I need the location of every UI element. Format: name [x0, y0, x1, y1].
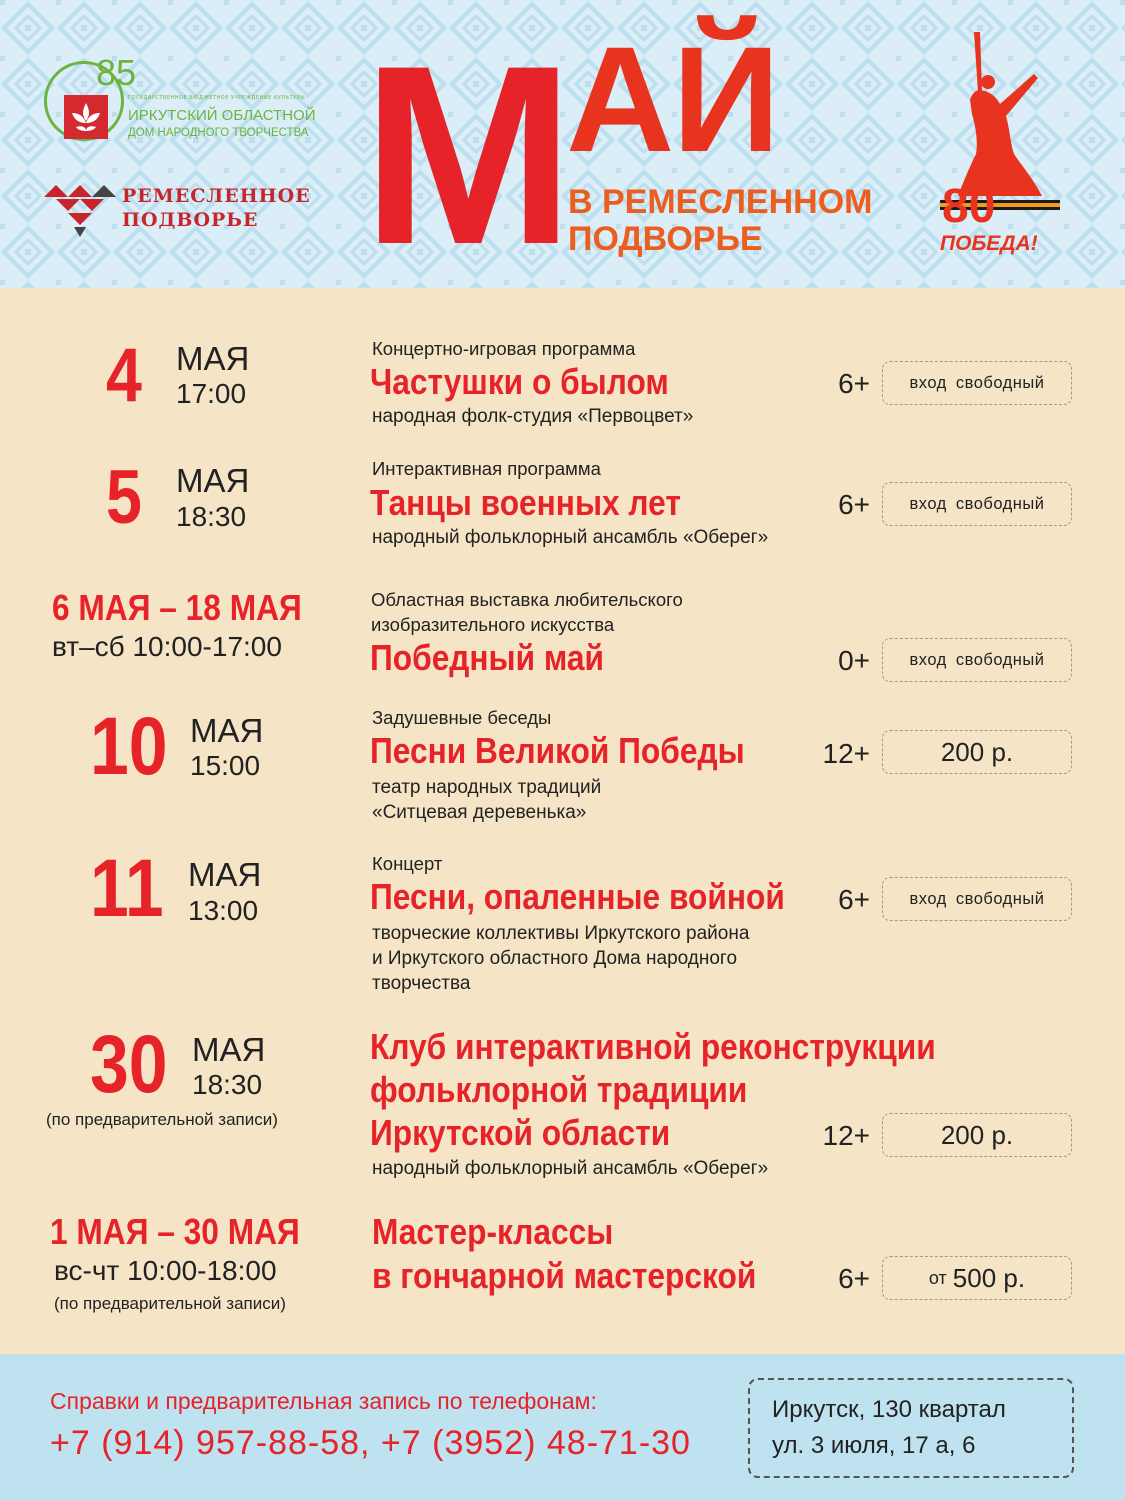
event-category: Концерт: [372, 853, 443, 874]
address-line2: ул. 3 июля, 17 а, 6: [772, 1432, 976, 1459]
price-badge: вход свободный: [882, 638, 1072, 682]
price-prefix: от: [928, 1267, 947, 1288]
footer: [0, 1354, 1125, 1500]
event-day: 4: [106, 333, 142, 418]
event-day: 5: [106, 455, 142, 540]
odnt-name-line1: ИРКУТСКИЙ ОБЛАСТНОЙ: [128, 107, 316, 124]
price-badge: вход свободный: [882, 877, 1072, 921]
address-box: [748, 1378, 1074, 1478]
event-time: 18:30: [192, 1069, 263, 1100]
price-badge: 200 р.: [882, 730, 1072, 774]
event-month: МАЯ: [176, 462, 250, 499]
event-time: 17:00: [176, 378, 247, 409]
age-rating: 0+: [838, 645, 870, 676]
event-performer: народный фольклорный ансамбль «Оберег»: [372, 527, 769, 548]
odnt-name-line2: ДОМ НАРОДНОГО ТВОРЧЕСТВА: [128, 127, 309, 139]
event-performer-line1: театр народных традиций: [372, 777, 602, 798]
event-title: Песни Великой Победы: [370, 730, 745, 771]
address-line1: Иркутск, 130 квартал: [772, 1396, 1006, 1423]
price-value: 500 р.: [952, 1262, 1026, 1293]
age-rating: 6+: [838, 368, 870, 399]
event-title: Победный май: [370, 637, 604, 678]
header: [0, 0, 1125, 288]
registration-note: (по предварительной записи): [46, 1110, 278, 1129]
remeslennoe-podvorye-logo: [44, 183, 324, 243]
event-title-line1: Клуб интерактивной реконструкции: [370, 1026, 936, 1067]
event-time: 13:00: [188, 895, 259, 926]
ornament-triangles-icon: [44, 183, 116, 239]
event-schedule: вт–сб 10:00-17:00: [52, 631, 282, 662]
contact-label: Справки и предварительная запись по телефонам:: [50, 1388, 597, 1414]
event-time: 18:30: [176, 501, 247, 532]
price-badge: 200 р.: [882, 1113, 1072, 1157]
event-month: МАЯ: [176, 340, 250, 377]
event-date-range: 1 МАЯ – 30 МАЯ: [50, 1211, 300, 1252]
event-category: Интерактивная программа: [372, 458, 601, 479]
title-rest: АЙ: [566, 15, 779, 183]
event-performer: народный фольклорный ансамбль «Оберег»: [372, 1158, 769, 1179]
age-rating: 6+: [838, 1263, 870, 1294]
event-month: МАЯ: [188, 856, 262, 893]
event-title-line3: Иркутской области: [370, 1112, 671, 1153]
event-performer-line2: «Ситцевая деревенька»: [372, 802, 587, 823]
odnt-logo: [40, 52, 330, 155]
age-rating: 12+: [822, 1120, 870, 1151]
subtitle-line1: В РЕМЕСЛЕННОМ: [568, 183, 873, 221]
event-schedule: вс-чт 10:00-18:00: [54, 1255, 277, 1286]
event-month: МАЯ: [192, 1031, 266, 1068]
subtitle-line2: ПОДВОРЬЕ: [568, 220, 763, 258]
anniversary-number: 85: [96, 52, 137, 93]
age-rating: 6+: [838, 489, 870, 520]
event-month: МАЯ: [190, 712, 264, 749]
event-category: Задушевные беседы: [372, 707, 552, 728]
event-title: Танцы военных лет: [370, 482, 681, 523]
event-day: 11: [90, 843, 164, 934]
event-title-line2: фольклорной традиции: [370, 1069, 748, 1110]
event-category: Концертно-игровая программа: [372, 338, 636, 359]
age-rating: 6+: [838, 884, 870, 915]
odnt-small-text: ГОСУДАРСТВЕННОЕ БЮДЖЕТНОЕ УЧРЕЖДЕНИЕ КУЛЬТУРЫ: [128, 95, 306, 101]
contact-phones[interactable]: +7 (914) 957-88-58, +7 (3952) 48-71-30: [50, 1424, 691, 1462]
event-date-range: 6 МАЯ – 18 МАЯ: [52, 587, 302, 628]
event-title: Песни, опаленные войной: [370, 876, 785, 917]
age-rating: 12+: [822, 738, 870, 769]
registration-note: (по предварительной записи): [54, 1294, 286, 1313]
price-badge: вход свободный: [882, 482, 1072, 526]
victory-80-logo: [930, 30, 1070, 260]
event-category-line2: изобразительного искусства: [371, 614, 615, 635]
event-title: Частушки о былом: [370, 361, 669, 402]
event-performer: народная фолк-студия «Первоцвет»: [372, 406, 694, 427]
event-day: 30: [90, 1019, 168, 1110]
event-time: 15:00: [190, 750, 261, 781]
victory-text: ПОБЕДА!: [940, 232, 1038, 255]
victory-number: 80: [942, 180, 996, 233]
title-letter-m: М: [362, 13, 575, 288]
event-performer-line1: творческие коллективы Иркутского района: [372, 923, 750, 944]
rp-logo-line1: РЕМЕСЛЕННОЕ: [122, 185, 311, 207]
event-day: 10: [90, 701, 168, 792]
price-badge: [882, 1256, 1072, 1300]
rp-logo-line2: ПОДВОРЬЕ: [122, 209, 259, 231]
event-category-line1: Областная выставка любительского: [371, 589, 683, 610]
event-title-line1: Мастер-классы: [372, 1211, 614, 1252]
event-performer-line2: и Иркутского областного Дома народного: [372, 948, 738, 969]
flower-emblem-icon: [64, 95, 108, 139]
price-badge: вход свободный: [882, 361, 1072, 405]
event-title-line2: в гончарной мастерской: [372, 1255, 757, 1296]
event-performer-line3: творчества: [372, 973, 471, 994]
